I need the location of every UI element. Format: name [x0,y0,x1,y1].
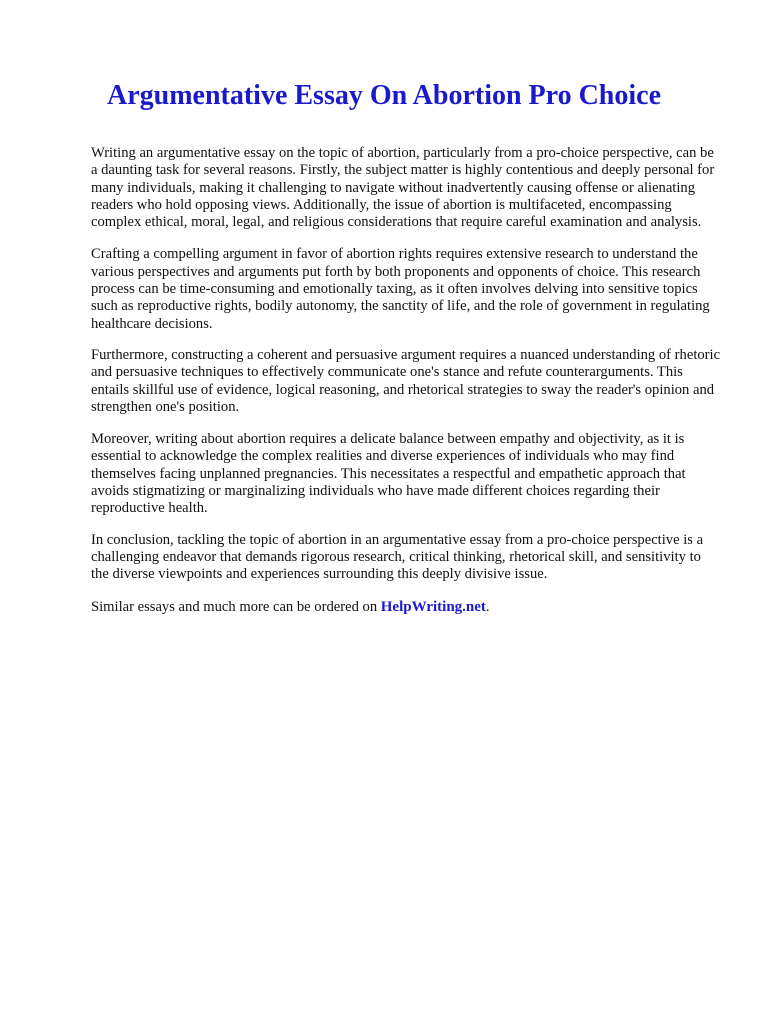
paragraph-4: Moreover, writing about abortion requires a delicate balance between empathy and objectivity, as it is essential to acknowledge the complex realities and diverse experiences of individuals who may find themselves facing unplanned pregnancies. This necessitates a respectful and empathetic approach that avoids stigmatizing or marginalizing individuals who have made different choices regarding their reproductive health. [91,431,686,517]
order-note [91,599,721,616]
helpwriting-link[interactable]: HelpWriting.net [380,598,486,615]
essay-body [91,145,721,616]
page-title: Argumentative Essay On Abortion Pro Choice [106,80,662,111]
order-note-prefix: Similar essays and much more can be ordered on [91,598,381,615]
paragraph-1: Writing an argumentative essay on the topic of abortion, particularly from a pro-choice perspective, can be a daunting task for several reasons. Firstly, the subject matter is highly contentious and deeply personal for many individuals, making it challenging to navigate without inadvertently causing offense or alienating readers who hold opposing views. Additionally, the issue of abortion is multifaceted, encompassing complex ethical, moral, legal, and religious considerations that require careful examination and analysis. [91,145,715,231]
paragraph-2: Crafting a compelling argument in favor of abortion rights requires extensive research to understand the various perspectives and arguments put forth by both proponents and opponents of choice. This research process can be time-consuming and emotionally taxing, as it often involves delving into sensitive topics such as reproductive rights, bodily autonomy, the sanctity of life, and the role of government in regulating healthcare decisions. [91,246,710,332]
paragraph-3: Furthermore, constructing a coherent and persuasive argument requires a nuanced understanding of rhetoric and persuasive techniques to effectively communicate one's stance and refute counterarguments. This entails skillful use of evidence, logical reasoning, and rhetorical strategies to sway the reader's opinion and strengthen one's position. [91,346,721,415]
order-note-suffix: . [485,598,490,615]
paragraph-5: In conclusion, tackling the topic of abortion in an argumentative essay from a pro-choice perspective is a challenging endeavor that demands rigorous research, critical thinking, rhetorical skill, and sensitivity to the diverse viewpoints and experiences surrounding this deeply divisive issue. [91,531,704,583]
